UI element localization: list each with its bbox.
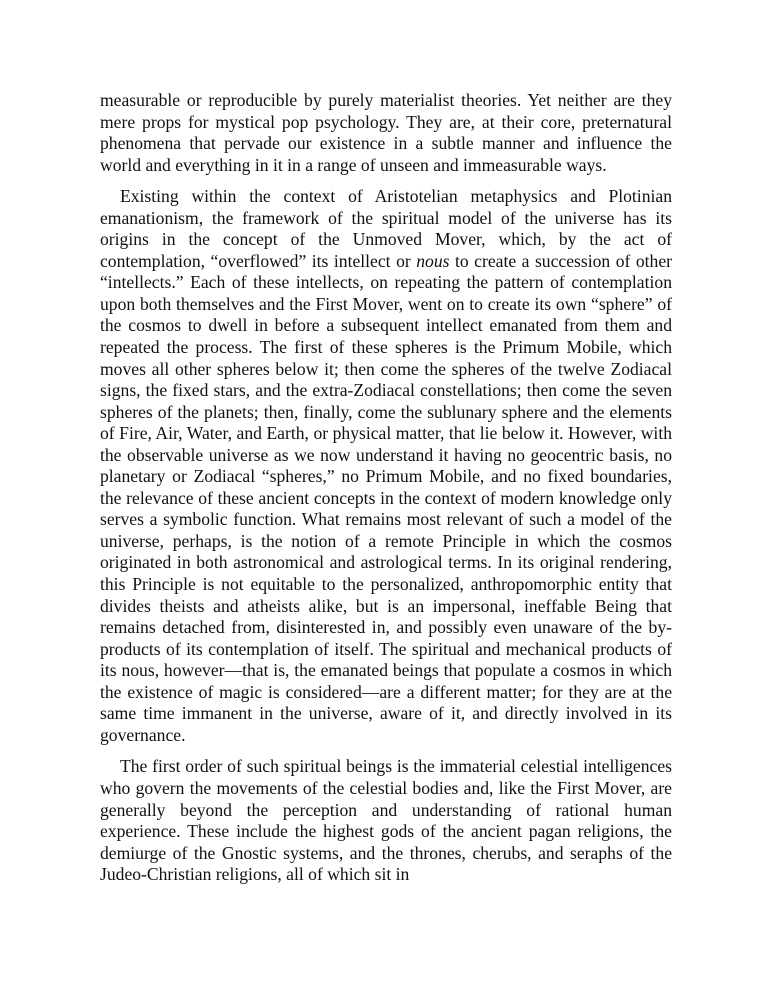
paragraph-text: measurable or reproducible by purely materialist theories. Yet neither are they mere props for mystical pop psychology. They are, at their core, preternatural phenomena that pervade our existence in a subtle manner and influence the world and everything in it in a range of unseen and immeasurable ways. — [100, 90, 672, 175]
paragraph — [100, 186, 672, 746]
paragraph-text: to create a succession of other “intellects.” Each of these intellects, on repeating the pattern of contemplation upon both themselves and the First Mover, went on to create its own “sphere” of the cosmos to dwell in before a subsequent intellect emanated from them and repeated the process. The first of these spheres is the Primum Mobile, which moves all other spheres below it; then come the spheres of the twelve Zodiacal signs, the fixed stars, and the extra-Zodiacal constellations; then come the seven spheres of the planets; then, finally, come the sublunary sphere and the elements of Fire, Air, Water, and Earth, or physical matter, that lie below it. However, with the observable universe as we now understand it having no geocentric basis, no planetary or Zodiacal “spheres,” no Primum Mobile, and no fixed boundaries, the relevance of these ancient concepts in the context of modern knowledge only serves a symbolic function. What remains most relevant of such a model of the universe, perhaps, is the notion of a remote Principle in which the cosmos originated in both astronomical and astrological terms. In its original rendering, this Principle is not equitable to the personalized, anthropomorphic entity that divides theists and atheists alike, but is an impersonal, ineffable Being that remains detached from, disinterested in, and possibly even unaware of the by-products of its contemplation of itself. The spiritual and mechanical products of its nous, however—that is, the emanated beings that populate a cosmos in which the existence of magic is considered—are a different matter; for they are at the same time immanent in the universe, aware of it, and directly involved in its governance. — [100, 250, 673, 745]
paragraph-text: Existing within the context of Aristotelian metaphysics and Plotinian emanationism, the framework of the spiritual model of the universe has its origins in the concept of the Unmoved Mover, which, by the act of contemplation, “overflowed” its intellect or — [100, 186, 672, 271]
italic-term: nous — [416, 250, 450, 271]
paragraph — [100, 756, 672, 885]
paragraph-text: The first order of such spiritual beings is the immaterial celestial intelligences who govern the movements of the celestial bodies and, like the First Mover, are generally beyond the perception and understanding of rational human experience. These include the highest gods of the ancient pagan religions, the demiurge of the Gnostic systems, and the thrones, cherubs, and seraphs of the Judeo-Christian religions, all of which sit in — [100, 756, 672, 885]
document-page — [100, 90, 672, 886]
paragraph — [100, 90, 672, 176]
